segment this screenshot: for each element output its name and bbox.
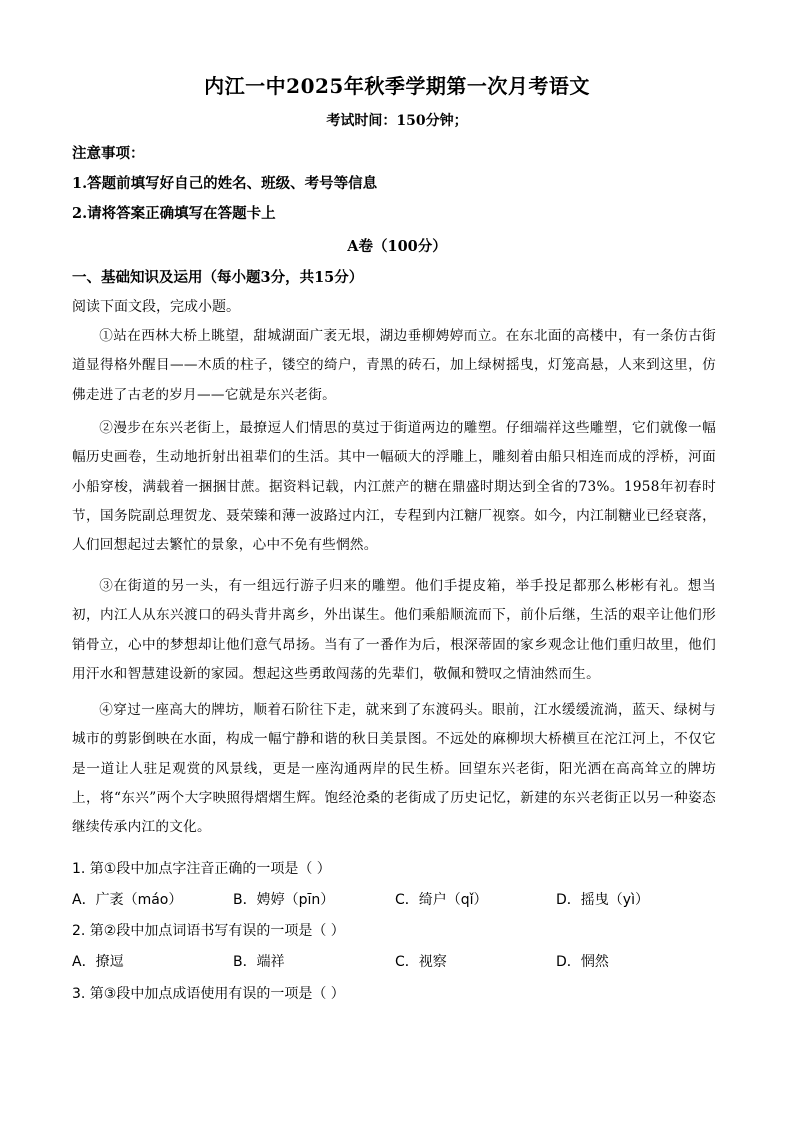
question-2-option-a: A．撩逗 [72,954,124,970]
question-2-stem: 2. 第②段中加点词语书写有误的一项是（ ） [72,923,345,939]
question-1-option-a: A．广袤（máo） [72,892,183,908]
question-1-option-d: D．摇曳（yì） [556,892,649,908]
question-1-stem: 1. 第①段中加点字注音正确的一项是（ ） [72,861,331,877]
passage-paragraph-3: ③在街道的另一头，有一组远行游子归来的雕塑。他们手提皮箱，举手投足都那么彬彬有礼。想当初，内江人从东兴渡口的码头背井离乡，外出谋生。他们乘船顺流而下，前仆后继，生活的艰辛让他们形销骨立，心中的梦想却让他们意气昂扬。当有了一番作为后，根深蒂固的家乡观念让他们重归故里，他们用汗水和智慧建设新的家园。想起这些勇敢闯荡的先辈们，敬佩和赞叹之情油然而生。 [72,578,716,682]
exam-time: 考试时间：150分钟； [326,113,468,129]
passage-paragraph-1: ①站在西林大桥上眺望，甜城湖面广袤无垠，湖边垂柳娉婷而立。在东北面的高楼中，有一条仿古街道显得格外醒目——木质的柱子，镂空的绮户，青黑的砖石，加上绿树摇曳，灯笼高悬，人来到这里，仿佛走进了古老的岁月——它就是东兴老街。 [72,328,716,403]
question-3-stem: 3. 第③段中加点成语使用有误的一项是（ ） [72,986,345,1002]
question-2-option-c: C．视察 [395,954,447,970]
instruction: 阅读下面文段，完成小题。 [72,299,240,315]
question-2-option-b: B．端祥 [233,954,285,970]
note-item: 2.请将答案正确填写在答题卡上 [72,205,276,222]
question-1-option-c: C．绮户（qǐ） [395,892,488,908]
exam-title: 内江一中2025年秋季学期第一次月考语文 [204,74,590,98]
question-2-option-d: D．惘然 [556,954,609,970]
note-item: 1.答题前填写好自己的姓名、班级、考号等信息 [72,175,378,192]
passage-paragraph-2: ②漫步在东兴老街上，最撩逗人们情思的莫过于街道两边的雕塑。仔细端祥这些雕塑，它们就像一幅幅历史画卷，生动地折射出祖辈们的生活。其中一幅硕大的浮雕上，雕刻着由船只相连而成的浮桥，河面小船穿梭，满载着一捆捆甘蔗。据资料记载，内江蔗产的糖在鼎盛时期达到全省的73%。1958年初春时节，国务院副总理贺龙、聂荣臻和薄一波路过内江，专程到内江糖厂视察。如今，内江制糖业已经衰落，人们回想起过去繁忙的景象，心中不免有些惘然。 [72,420,716,554]
part1-heading: 一、基础知识及运用（每小题3分，共15分） [72,269,364,286]
passage-paragraph-4: ④穿过一座高大的牌坊，顺着石阶往下走，就来到了东渡码头。眼前，江水缓缓流淌，蓝天、绿树与城市的剪影倒映在水面，构成一幅宁静和谐的秋日美景图。不远处的麻柳坝大桥横亘在沱江河上，不仅它是一道让人驻足观赏的风景线，更是一座沟通两岸的民生桥。回望东兴老街，阳光洒在高高耸立的牌坊上，将“东兴”两个大字映照得熠熠生辉。饱经沧桑的老街成了历史记忆，新建的东兴老街正以另一种姿态继续传承内江的文化。 [72,702,716,836]
notes-heading: 注意事项： [72,145,145,162]
question-1-option-b: B．娉婷（pīn） [233,892,335,908]
section-a-heading: A卷（100分） [347,238,447,255]
